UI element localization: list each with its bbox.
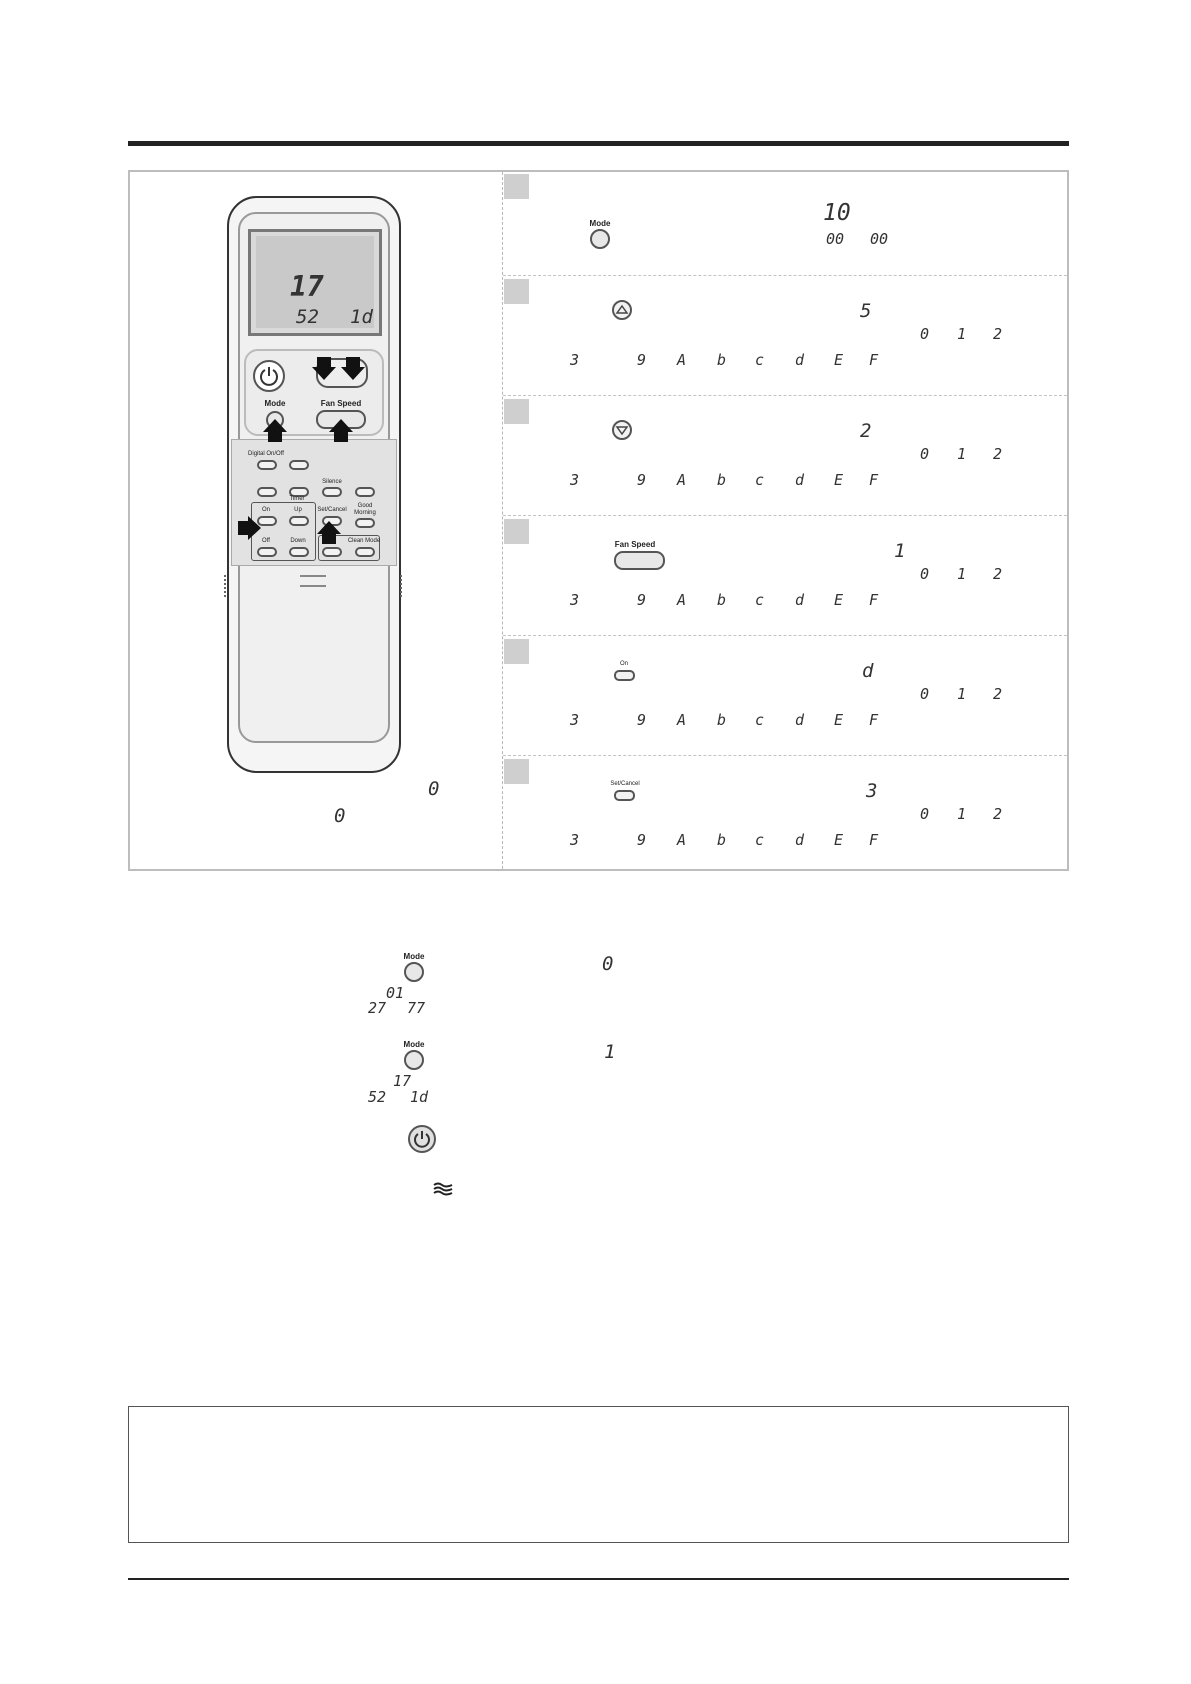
code-value: E: [834, 711, 844, 729]
code-value: b: [717, 351, 727, 369]
note-box: [128, 1406, 1069, 1543]
lower-display-2-right: 1d: [410, 1088, 429, 1106]
code-value: F: [869, 591, 879, 609]
step-display-b: 00: [870, 230, 889, 248]
code-value: E: [834, 351, 844, 369]
code-value: d: [795, 831, 805, 849]
remote-comfort-button[interactable]: [322, 547, 342, 557]
step-display: d: [862, 660, 874, 682]
code-value: 3: [570, 351, 580, 369]
arrow-icon: [316, 520, 342, 546]
code-value: c: [755, 471, 765, 489]
remote-digital-button[interactable]: [257, 460, 277, 470]
remote-down-button[interactable]: [289, 547, 309, 557]
code-value: 2: [993, 325, 1003, 343]
code-value: 1: [957, 445, 967, 463]
code-value: d: [795, 471, 805, 489]
lower-mode-button-1[interactable]: [404, 962, 424, 982]
code-value: 2: [993, 805, 1003, 823]
code-value: 9: [637, 591, 647, 609]
remote-up-button[interactable]: [289, 516, 309, 526]
step-display: 10: [823, 200, 851, 226]
step-mode-button[interactable]: [590, 229, 610, 249]
remote-timer-label: Timer: [289, 496, 305, 502]
step-fan-speed-button[interactable]: [614, 551, 665, 570]
code-value: b: [717, 711, 727, 729]
code-value: A: [677, 351, 687, 369]
remote-good-morning-button[interactable]: [355, 518, 375, 528]
lcd-left-code: 52: [296, 306, 319, 328]
remote-good-morning-label-2: Morning: [354, 510, 376, 516]
lower-display-1-top: 01: [386, 984, 405, 1002]
lcd-right-code: 1d: [350, 306, 373, 328]
step-separator: [503, 275, 1067, 276]
step-mode-label: Mode: [589, 219, 611, 228]
code-value: 2: [993, 565, 1003, 583]
code-value: 0: [920, 805, 930, 823]
code-value: 9: [637, 471, 647, 489]
step-down-button[interactable]: [612, 420, 632, 440]
code-value: 0: [920, 685, 930, 703]
lower-display-1-right: 77: [407, 999, 426, 1017]
remote-off-button[interactable]: [257, 547, 277, 557]
power-icon: [255, 362, 283, 390]
code-value: E: [834, 831, 844, 849]
arrow-icon: [328, 418, 354, 444]
step-display: 1: [894, 540, 906, 562]
step-set-cancel-button[interactable]: [614, 790, 635, 801]
code-value: A: [677, 591, 687, 609]
step-display: 2: [860, 420, 872, 442]
step-display: 3: [866, 780, 878, 802]
down-triangle-icon: [614, 422, 630, 438]
remote-power-button[interactable]: [253, 360, 285, 392]
code-value: b: [717, 471, 727, 489]
lower-mode-button-2[interactable]: [404, 1050, 424, 1070]
code-value: 3: [570, 471, 580, 489]
remote-display-button[interactable]: [355, 487, 375, 497]
lower-display-2-top: 17: [393, 1072, 412, 1090]
code-value: F: [869, 471, 879, 489]
step-marker: [504, 399, 529, 424]
step-fan-speed-label: Fan Speed: [614, 540, 656, 549]
remote-clean-mode-button[interactable]: [355, 547, 375, 557]
step-display-a: 00: [826, 230, 845, 248]
step-marker: [504, 639, 529, 664]
remote-set-cancel-label: Set/Cancel: [317, 507, 347, 513]
step-marker: [504, 174, 529, 199]
code-value: 1: [957, 325, 967, 343]
step-marker: [504, 759, 529, 784]
remote-turbo-button[interactable]: [257, 487, 277, 497]
lower-display-2-left: 52: [368, 1088, 387, 1106]
code-value: 1: [957, 565, 967, 583]
code-value: c: [755, 591, 765, 609]
lower-value-1: 0: [602, 953, 614, 975]
code-value: c: [755, 711, 765, 729]
code-value: F: [869, 351, 879, 369]
arrow-icon: [311, 355, 337, 381]
code-value: d: [795, 711, 805, 729]
code-value: c: [755, 831, 765, 849]
code-value: 0: [920, 325, 930, 343]
power-icon: [410, 1127, 434, 1151]
code-value: 1: [957, 685, 967, 703]
code-value: A: [677, 471, 687, 489]
lower-value-2: 1: [604, 1041, 616, 1063]
remote-swing-button[interactable]: [289, 460, 309, 470]
code-value: 1: [957, 805, 967, 823]
code-value: 2: [993, 685, 1003, 703]
remote-good-morning-label-1: Good: [357, 503, 373, 509]
step-set-cancel-label: Set/Cancel: [610, 781, 640, 787]
code-value: d: [795, 591, 805, 609]
arrow-icon: [262, 418, 288, 444]
step-separator: [503, 395, 1067, 396]
remote-clean-mode-label: Clean Mode: [347, 538, 381, 544]
step-separator: [503, 515, 1067, 516]
code-value: 9: [637, 711, 647, 729]
lower-display-1-left: 27: [368, 999, 387, 1017]
lower-power-button[interactable]: [408, 1125, 436, 1153]
step-up-button[interactable]: [612, 300, 632, 320]
lower-mode-label-1: Mode: [403, 952, 425, 961]
step-separator: [503, 635, 1067, 636]
code-value: A: [677, 711, 687, 729]
arrow-icon: [340, 355, 366, 381]
code-value: E: [834, 471, 844, 489]
remote-digital-label: Digital On/Off: [248, 451, 284, 457]
step-display: 5: [860, 300, 872, 322]
lcd-temp: 17: [290, 270, 324, 303]
remote-grip-left: [224, 575, 229, 597]
code-value: b: [717, 591, 727, 609]
code-value: F: [869, 831, 879, 849]
remote-off-label: Off: [262, 538, 270, 544]
top-rule: [128, 141, 1069, 146]
code-value: A: [677, 831, 687, 849]
wave-icon: [432, 1181, 454, 1197]
remote-up-label: Up: [294, 507, 302, 513]
remote-on-label: On: [261, 507, 270, 513]
code-value: 3: [570, 591, 580, 609]
code-value: E: [834, 591, 844, 609]
step-on-label: On: [619, 661, 628, 667]
code-value: 0: [920, 445, 930, 463]
remote-cover-mark: [300, 575, 326, 587]
code-value: d: [795, 351, 805, 369]
code-value: 3: [570, 831, 580, 849]
step-on-button[interactable]: [614, 670, 635, 681]
lower-mode-label-2: Mode: [403, 1040, 425, 1049]
remote-fan-speed-label: Fan Speed: [320, 399, 362, 408]
step-separator: [503, 755, 1067, 756]
code-value: b: [717, 831, 727, 849]
remote-silence-label: Silence: [322, 479, 342, 485]
bottom-rule: [128, 1578, 1069, 1580]
code-value: c: [755, 351, 765, 369]
code-value: 2: [993, 445, 1003, 463]
remote-note-value-2: 0: [334, 805, 346, 827]
remote-down-label: Down: [290, 538, 306, 544]
code-value: 9: [637, 831, 647, 849]
remote-mode-label: Mode: [264, 399, 286, 408]
remote-silence-button[interactable]: [322, 487, 342, 497]
step-marker: [504, 519, 529, 544]
remote-grip-right: [400, 575, 405, 597]
step-marker: [504, 279, 529, 304]
code-value: 9: [637, 351, 647, 369]
code-value: 3: [570, 711, 580, 729]
code-value: F: [869, 711, 879, 729]
arrow-icon: [236, 515, 262, 541]
remote-note-value-1: 0: [428, 778, 440, 800]
column-divider: [502, 172, 503, 869]
up-triangle-icon: [614, 302, 630, 318]
code-value: 0: [920, 565, 930, 583]
